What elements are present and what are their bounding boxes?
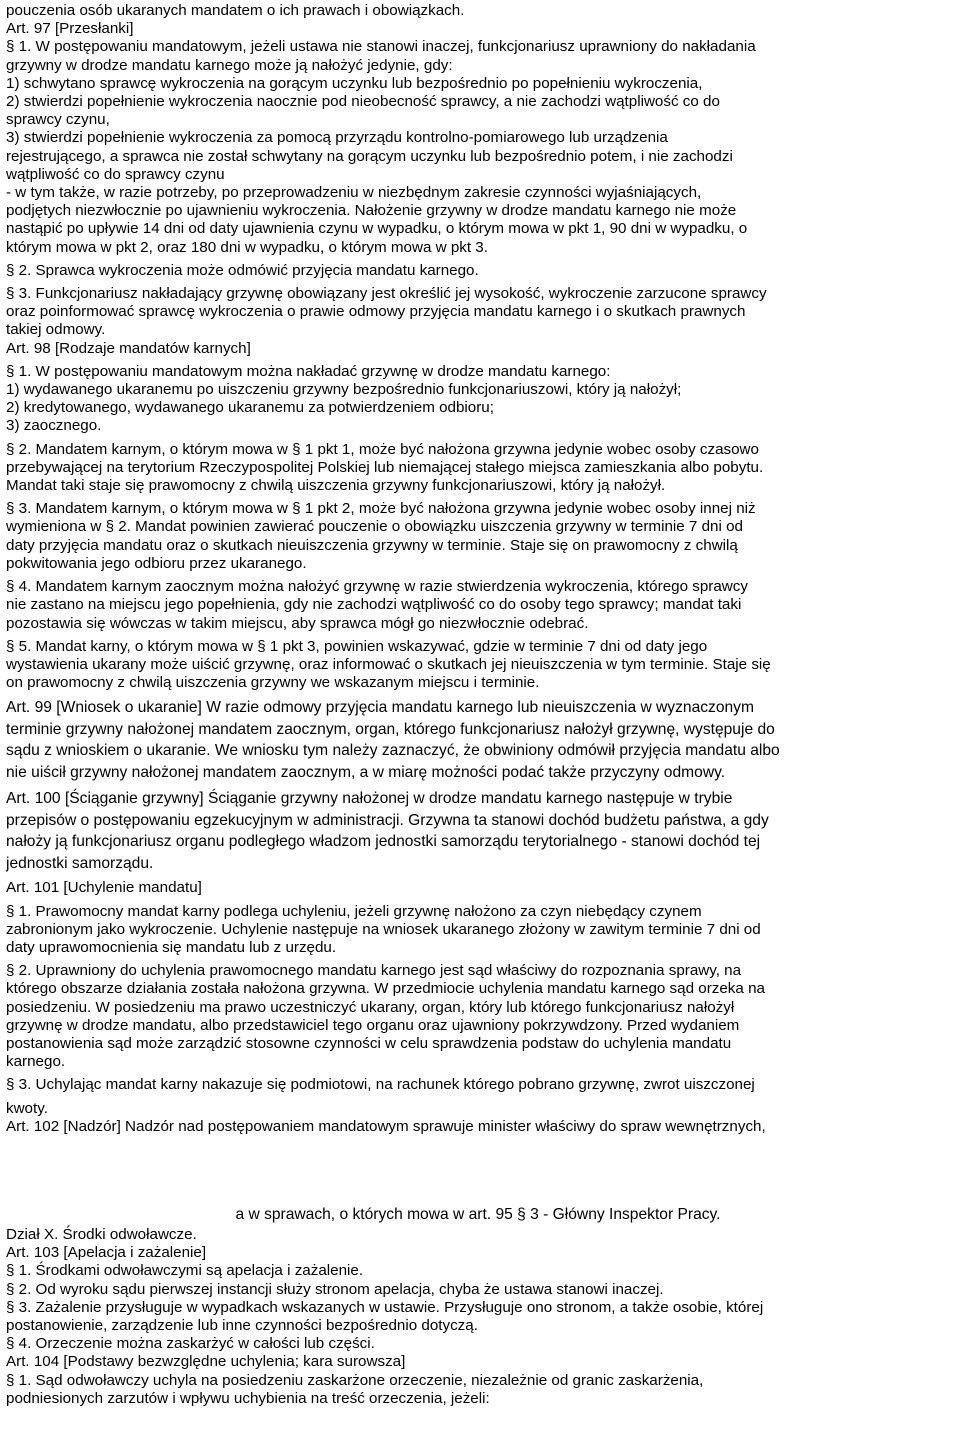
- text-line: - w tym także, w razie potrzeby, po przeprowadzeniu w niezbędnym zakresie czynności wyjaśniających,: [6, 184, 702, 202]
- article-heading-line: Art. 98 [Rodzaje mandatów karnych]: [6, 339, 251, 357]
- text-line: daty uprawomocnienia się mandatu lub z urzędu.: [6, 938, 337, 956]
- text-line: przebywającej na terytorium Rzeczypospolitej Polskiej lub niemającej stałego miejsca zamieszkania albo pobytu.: [6, 458, 764, 476]
- article-heading-line: Art. 103 [Apelacja i zażalenie]: [6, 1244, 207, 1262]
- article-heading-line: Dział X. Środki odwoławcze.: [6, 1225, 197, 1243]
- text-line: pouczenia osób ukaranych mandatem o ich prawach i obowiązkach.: [6, 2, 465, 19]
- text-line: § 2. Mandatem karnym, o którym mowa w § 1 pkt 1, może być nałożona grzywna jedynie wobec osoby czasowo: [6, 440, 759, 458]
- text-line: § 1. Sąd odwoławczy uchyla na posiedzeniu zaskarżone orzeczenie, niezależnie od granic zaskarżenia,: [6, 1371, 704, 1389]
- text-line: § 1. W postępowaniu mandatowym, jeżeli ustawa nie stanowi inaczej, funkcjonariusz uprawniony do nakładania: [6, 38, 756, 56]
- text-line: daty przyjęcia mandatu oraz o skutkach nieuiszczenia grzywny w terminie. Staje się on prawomocny z chwilą: [6, 536, 738, 554]
- text-line: 3) zaocznego.: [6, 417, 102, 435]
- text-line: grzywny w drodze mandatu karnego może ją nałożyć jedynie, gdy:: [6, 56, 453, 74]
- article-heading-line: Art. 97 [Przesłanki]: [6, 20, 134, 38]
- document-text: [6, 2, 950, 1408]
- text-line: wątpliwość co do sprawcy czynu: [6, 165, 225, 183]
- text-line: § 1. Prawomocny mandat karny podlega uchyleniu, jeżeli grzywnę nałożono za czyn niebędący czynem: [6, 902, 702, 920]
- text-line: karnego.: [6, 1053, 66, 1071]
- text-line: przepisów o postępowaniu egzekucyjnym w administracji. Grzywna ta stanowi dochód budżetu państwa, a gdy: [6, 811, 769, 829]
- article-heading-line: kwoty.: [6, 1099, 48, 1117]
- text-line: Art. 102 [Nadzór] Nadzór nad postępowaniem mandatowym sprawuje minister właściwy do spraw wewnętrznych,: [6, 1117, 766, 1135]
- text-line: nałoży ją funkcjonariusz organu podległego władzom jednostki samorządu terytorialnego - stanowi dochód tej: [6, 833, 761, 851]
- text-line: posiedzeniu. W posiedzeniu ma prawo uczestniczyć ukarany, organ, który lub którego funkcjonariusz nałożył: [6, 998, 735, 1016]
- text-line: § 3. Zażalenie przysługuje w wypadkach wskazanych w ustawie. Przysługuje ono stronom, a także osobie, której: [6, 1298, 764, 1316]
- text-line: podniesionych zarzutów i wpływu uchybienia na treść orzeczenia, jeżeli:: [6, 1389, 490, 1407]
- text-line: wymieniona w § 2. Mandat powinien zawierać pouczenie o obowiązku uiszczenia grzywny w terminie 7 dni od: [6, 518, 743, 536]
- text-line: pokwitowania jego odbioru przez ukaranego.: [6, 554, 307, 572]
- text-line: postanowienie, zarządzenie lub inne czynności bezpośrednio dotyczą.: [6, 1316, 478, 1334]
- article-heading-line: Art. 99 [Wniosek o ukaranie] W razie odmowy przyjęcia mandatu karnego lub nieuiszczenia w wyznaczonym: [6, 699, 754, 717]
- text-line: nie zastano na miejscu jego popełnienia, gdy nie zachodzi wątpliwość co do osoby tego sprawcy; mandat taki: [6, 596, 742, 614]
- text-line: sprawcy czynu,: [6, 111, 110, 129]
- text-line: § 2. Sprawca wykroczenia może odmówić przyjęcia mandatu karnego.: [6, 261, 479, 279]
- text-line: postanowienia sąd może zarządzić stosowne czynności w celu sprawdzenia podstaw do uchylenia mandatu: [6, 1034, 732, 1052]
- article-heading-line: Art. 101 [Uchylenie mandatu]: [6, 879, 202, 897]
- text-line: 3) stwierdzi popełnienie wykroczenia za pomocą przyrządu kontrolno-pomiarowego lub urządzenia: [6, 129, 668, 147]
- text-line: § 3. Uchylając mandat karny nakazuje się podmiotowi, na rachunek którego pobrano grzywnę, zwrot uiszczonej: [6, 1076, 755, 1094]
- text-line: Mandat taki staje się prawomocny z chwilą uiszczenia grzywny funkcjonariuszowi, który ją nałożył.: [6, 477, 666, 495]
- text-line: 2) kredytowanego, wydawanego ukaranemu za potwierdzeniem odbioru;: [6, 399, 494, 417]
- text-line: § 1. W postępowaniu mandatowym można nakładać grzywnę w drodze mandatu karnego:: [6, 362, 611, 380]
- text-line: pozostawia się wówczas w takim miejscu, aby sprawca mógł go niezwłocznie odebrać.: [6, 614, 589, 632]
- text-line: grzywnę w drodze mandatu, albo przedstawiciel tego organu oraz ujawniony pokrzywdzony. Przed wydaniem: [6, 1016, 740, 1034]
- section-heading: a w sprawach, o których mowa w art. 95 § 3 - Główny Inspektor Pracy.: [235, 1205, 721, 1223]
- text-line: § 3. Funkcjonariusz nakładający grzywnę obowiązany jest określić jej wysokość, wykroczenie zarzucone sprawcy: [6, 285, 767, 303]
- text-line: 2) stwierdzi popełnienie wykroczenia naocznie pod nieobecność sprawcy, a nie zachodzi wątpliwość co do: [6, 93, 720, 111]
- text-line: podjętych niezwłocznie po ujawnieniu wykroczenia. Nałożenie grzywny w drodze mandatu karnego nie może: [6, 202, 737, 220]
- text-line: wystawienia ukarany może uiścić grzywnę, oraz informować o skutkach jej nieuiszczenia w tym terminie. Staje się: [6, 655, 771, 673]
- text-line: § 4. Orzeczenie można zaskarżyć w całości lub części.: [6, 1335, 375, 1353]
- text-line: nie uiścił grzywny nałożonej mandatem zaocznym, a w miarę możności podać także przyczyny odmowy.: [6, 763, 726, 781]
- text-line: § 2. Uprawniony do uchylenia prawomocnego mandatu karnego jest sąd właściwy do rozpoznania sprawy, na: [6, 962, 742, 980]
- text-line: zabronionym jako wykroczenie. Uchylenie następuje na wniosek ukaranego złożony w zawitym terminie 7 dni od: [6, 920, 761, 938]
- text-line: którym mowa w pkt 2, oraz 180 dni w wypadku, o którym mowa w pkt 3.: [6, 238, 488, 256]
- text-line: takiej odmowy.: [6, 321, 106, 339]
- article-heading-line: Art. 100 [Ściąganie grzywny] Ściąganie grzywny nałożonej w drodze mandatu karnego następuje w trybie: [6, 790, 733, 808]
- text-line: jednostki samorządu.: [6, 854, 154, 872]
- text-line: nastąpić po upływie 14 dni od daty ujawnienia czynu w wypadku, o którym mowa w pkt 1, 90 dni w wypadku, o: [6, 220, 748, 238]
- text-line: 1) wydawanego ukaranemu po uiszczeniu grzywny bezpośrednio funkcjonariuszowi, który ją nałożył;: [6, 381, 682, 399]
- text-line: którego obszarze działania została nałożona grzywna. W przedmiocie uchylenia mandatu karnego sąd orzeka na: [6, 980, 765, 998]
- text-line: on prawomocny z chwilą uiszczenia grzywny we wskazanym miejscu i terminie.: [6, 674, 540, 692]
- text-line: oraz poinformować sprawcę wykroczenia o prawie odmowy przyjęcia mandatu karnego i o skutkach prawnych: [6, 303, 746, 321]
- article-heading-line: Art. 104 [Podstawy bezwzględne uchylenia; kara surowsza]: [6, 1353, 406, 1371]
- text-line: terminie grzywny nałożonej mandatem zaocznym, organ, którego funkcjonariusz nałożył grzywnę, występuje do: [6, 720, 775, 738]
- text-line: sądu z wnioskiem o ukaranie. We wniosku tym należy zaznaczyć, że obwiniony odmówił przyjęcia mandatu albo: [6, 742, 780, 760]
- text-line: § 2. Od wyroku sądu pierwszej instancji służy stronom apelacja, chyba że ustawa stanowi inaczej.: [6, 1280, 664, 1298]
- text-line: § 3. Mandatem karnym, o którym mowa w § 1 pkt 2, może być nałożona grzywna jedynie wobec osoby innej niż: [6, 500, 756, 518]
- text-line: 1) schwytano sprawcę wykroczenia na gorącym uczynku lub bezpośrednio po popełnieniu wykroczenia,: [6, 74, 703, 92]
- text-line: § 4. Mandatem karnym zaocznym można nałożyć grzywnę w razie stwierdzenia wykroczenia, którego sprawcy: [6, 578, 748, 596]
- text-line: § 5. Mandat karny, o którym mowa w § 1 pkt 3, powinien wskazywać, gdzie w terminie 7 dni od daty jego: [6, 637, 708, 655]
- section-spacer: [6, 1136, 950, 1202]
- text-line: § 1. Środkami odwoławczymi są apelacja i zażalenie.: [6, 1262, 364, 1280]
- text-line: rejestrującego, a sprawca nie został schwytany na gorącym uczynku lub bezpośrednio potem, i nie zachodzi: [6, 147, 733, 165]
